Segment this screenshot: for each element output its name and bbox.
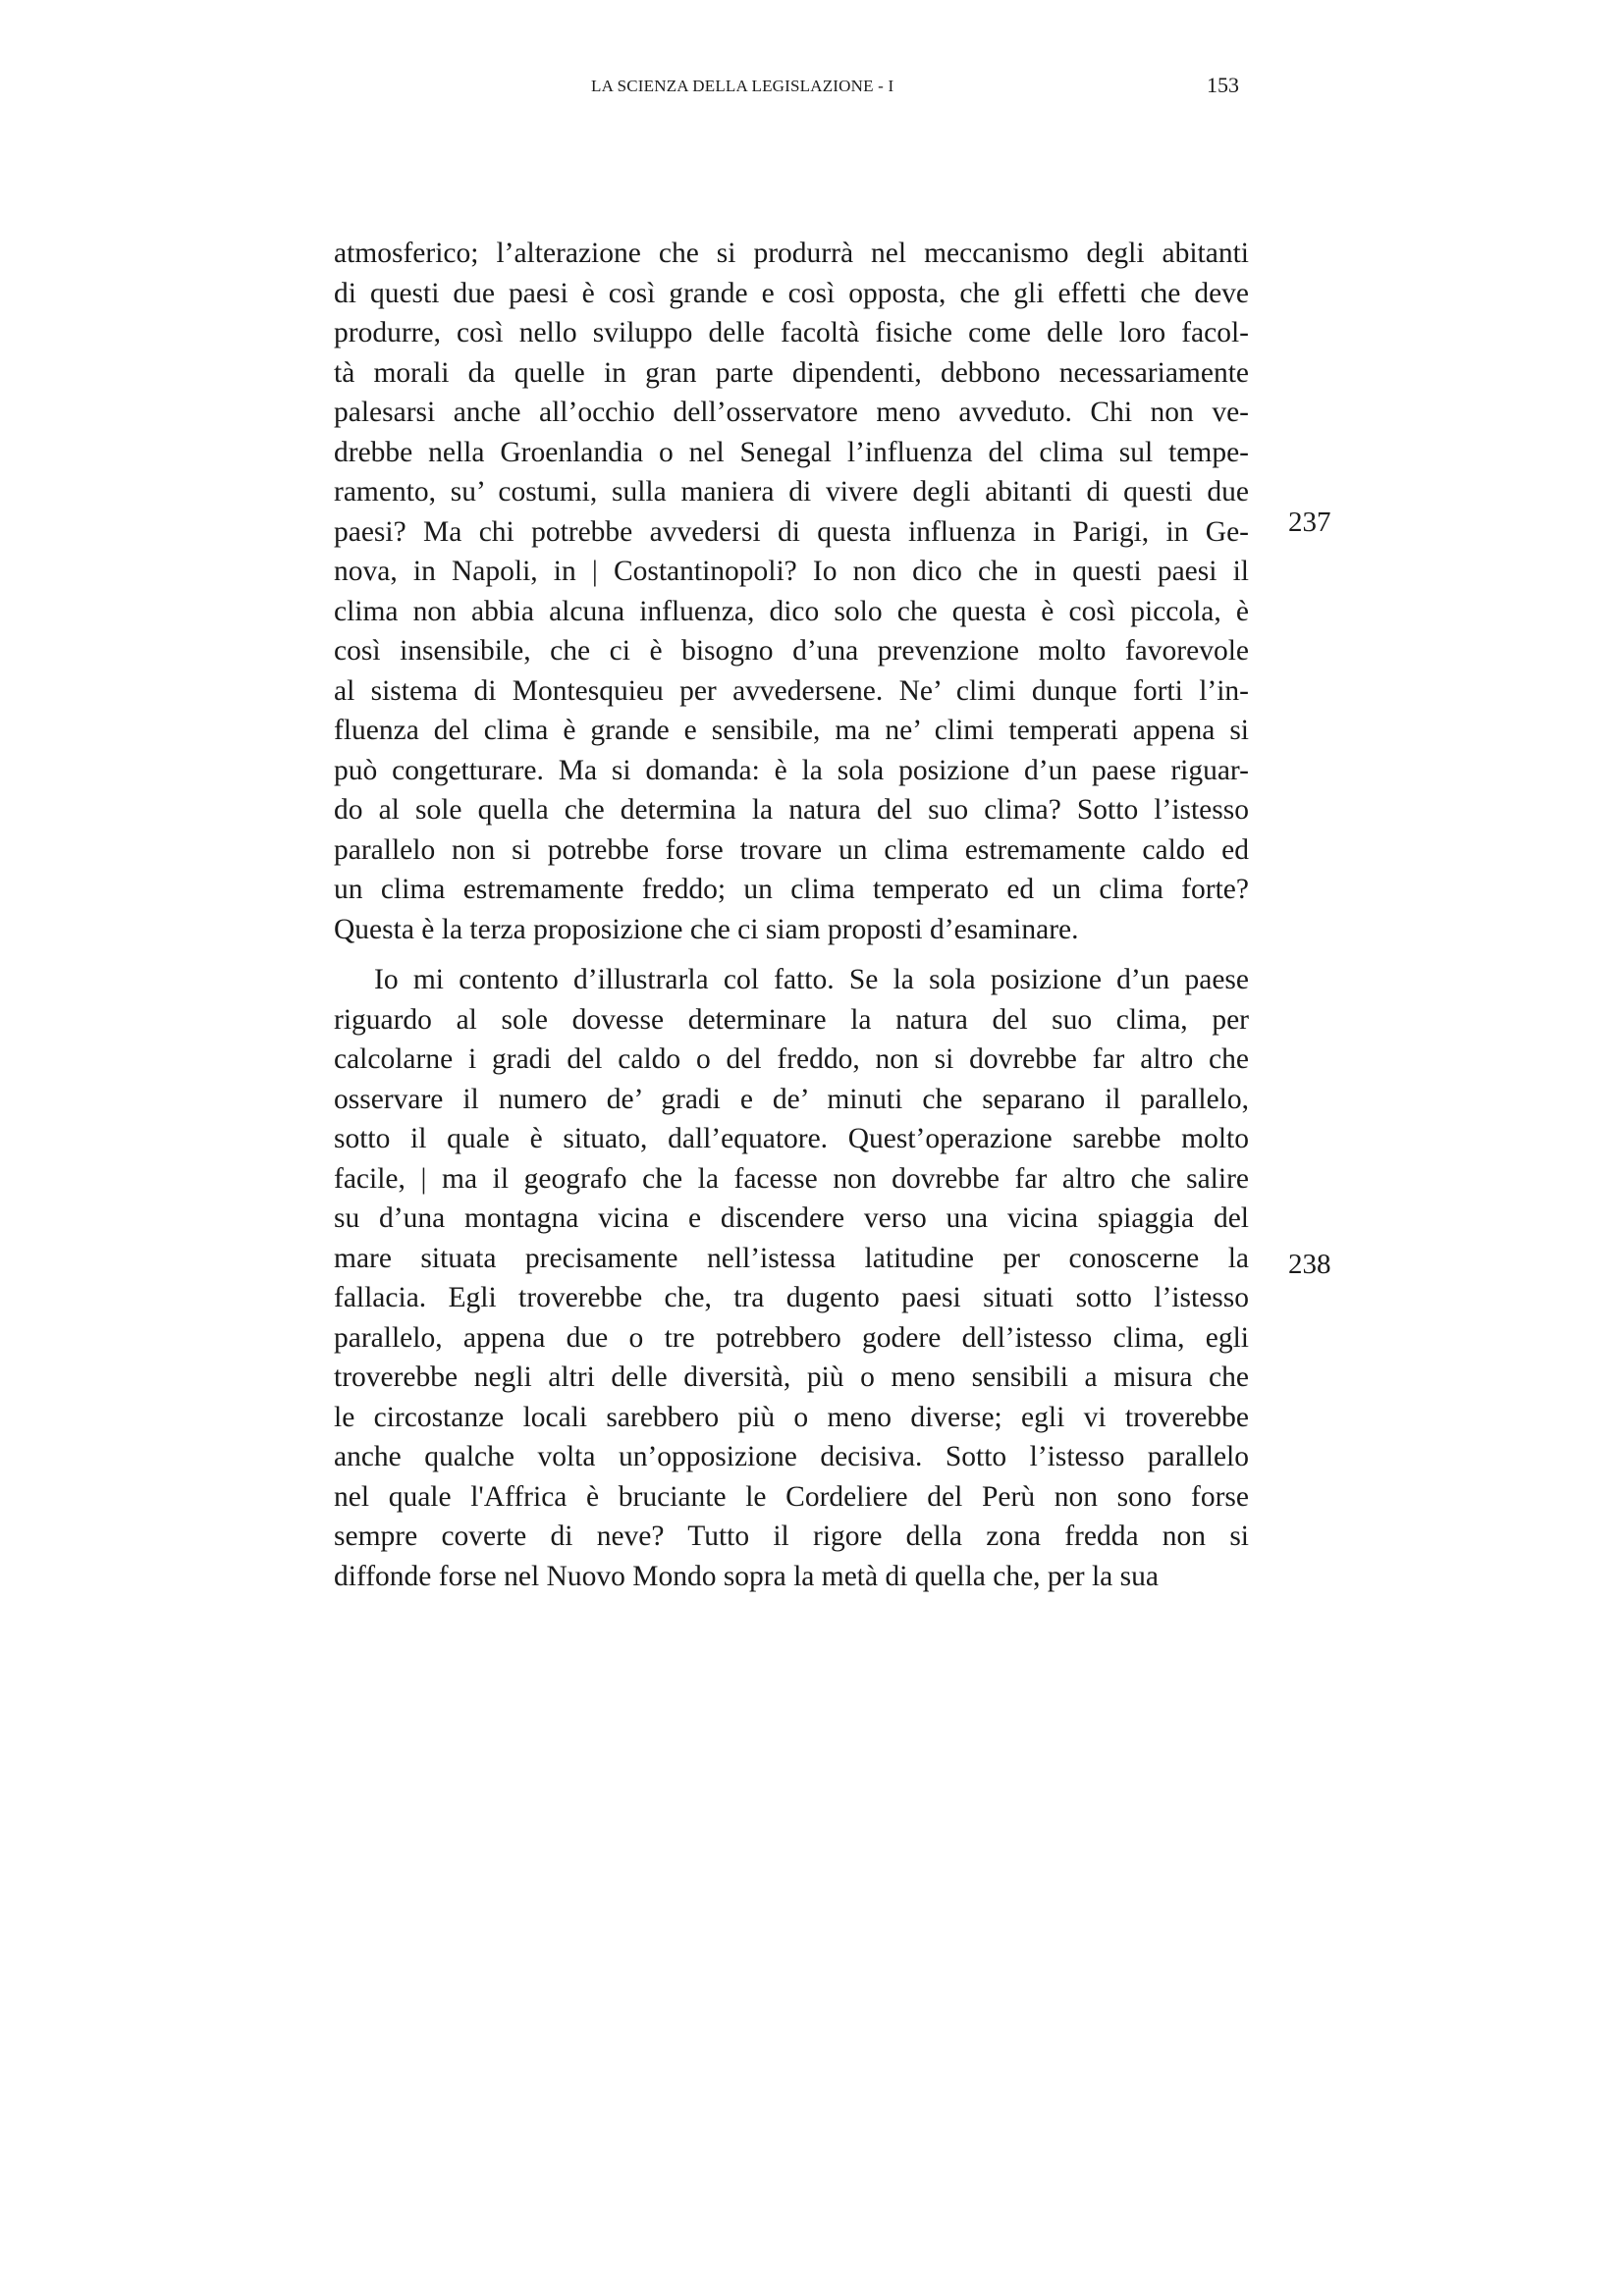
running-title: LA SCIENZA DELLA LEGISLAZIONE - I — [591, 77, 894, 95]
text-line: fluenza del clima è grande e sensibile, ma ne’ climi temperati appena si — [334, 715, 1249, 746]
text-line: osservare il numero de’ gradi e de’ minuti che separano il parallelo, — [334, 1083, 1249, 1115]
text-line: un clima estremamente freddo; un clima temperato ed un clima forte? — [334, 874, 1249, 905]
text-line: le circostanze locali sarebbero più o meno diverse; egli vi troverebbe — [334, 1401, 1249, 1433]
text-line: tà morali da quelle in gran parte dipendenti, debbono necessariamente — [334, 356, 1249, 389]
text-line: nel quale l'Affrica è bruciante le Cordeliere del Perù non sono forse — [334, 1480, 1249, 1513]
text-line: palesarsi anche all’occhio dell’osservatore meno avveduto. Chi non ve- — [334, 397, 1249, 428]
text-line: drebbe nella Groenlandia o nel Senegal l’influenza del clima sul tempe- — [334, 436, 1249, 468]
text-line: ramento, su’ costumi, sulla maniera di vivere degli abitanti di questi due — [334, 476, 1249, 507]
text-line: sempre coverte di neve? Tutto il rigore della zona fredda non si — [334, 1521, 1249, 1552]
text-line: Questa è la terza proposizione che ci siam proposti d’esaminare. — [334, 913, 1079, 945]
text-line: fallacia. Egli troverebbe che, tra dugento paesi situati sotto l’istesso — [334, 1282, 1249, 1313]
text-line: troverebbe negli altri delle diversità, più o meno sensibili a misura che — [334, 1362, 1249, 1393]
text-line: anche qualche volta un’opposizione decisiva. Sotto l’istesso parallelo — [334, 1441, 1249, 1472]
text-line: mare situata precisamente nell’istessa latitudine per conoscerne la — [334, 1242, 1249, 1274]
text-line: riguardo al sole dovesse determinare la natura del suo clima, per — [334, 1003, 1249, 1036]
text-line: atmosferico; l’alterazione che si produrrà nel meccanismo degli abitanti — [334, 238, 1249, 269]
text-line: può congetturare. Ma si domanda: è la sola posizione d’un paese riguar- — [334, 754, 1249, 786]
paragraph-1 — [334, 234, 1249, 949]
text-line: Io mi contento d’illustrarla col fatto. Se la sola posizione d’un paese — [374, 964, 1249, 995]
text-line: calcolarne i gradi del caldo o del freddo, non si dovrebbe far altro che — [334, 1043, 1249, 1075]
text-line: al sistema di Montesquieu per avvedersene. Ne’ climi dunque forti l’in- — [334, 674, 1249, 707]
text-line: do al sole quella che determina la natura del suo clima? Sotto l’istesso — [334, 794, 1249, 826]
page-number: 153 — [1207, 73, 1239, 97]
text-line: nova, in Napoli, in | Costantinopoli? Io non dico che in questi paesi il — [334, 556, 1249, 587]
paragraph-gap — [334, 949, 1249, 960]
text-line: produrre, così nello sviluppo delle facoltà fisiche come delle loro facol- — [334, 317, 1249, 348]
running-header — [0, 73, 1623, 106]
text-line: parallelo, appena due o tre potrebbero godere dell’istesso clima, egli — [334, 1321, 1249, 1354]
text-line: diffonde forse nel Nuovo Mondo sopra la metà di quella che, per la sua — [334, 1560, 1159, 1592]
margin-page-ref: 238 — [1288, 1249, 1331, 1280]
text-line: parallelo non si potrebbe forse trovare un clima estremamente caldo ed — [334, 833, 1249, 866]
text-line: clima non abbia alcuna influenza, dico solo che questa è così piccola, è — [334, 595, 1249, 627]
text-line: sotto il quale è situato, dall’equatore. Quest’operazione sarebbe molto — [334, 1123, 1249, 1154]
text-line: su d’una montagna vicina e discendere verso una vicina spiaggia del — [334, 1202, 1249, 1234]
margin-page-ref: 237 — [1288, 507, 1331, 538]
text-line: paesi? Ma chi potrebbe avvedersi di questa influenza in Parigi, in Ge- — [334, 515, 1249, 548]
text-line: così insensibile, che ci è bisogno d’una prevenzione molto favorevole — [334, 635, 1249, 667]
paragraph-2 — [334, 960, 1249, 1596]
body-text — [334, 234, 1249, 1596]
text-line: facile, | ma il geografo che la facesse non dovrebbe far altro che salire — [334, 1162, 1249, 1195]
text-line: di questi due paesi è così grande e così opposta, che gli effetti che deve — [334, 277, 1249, 309]
